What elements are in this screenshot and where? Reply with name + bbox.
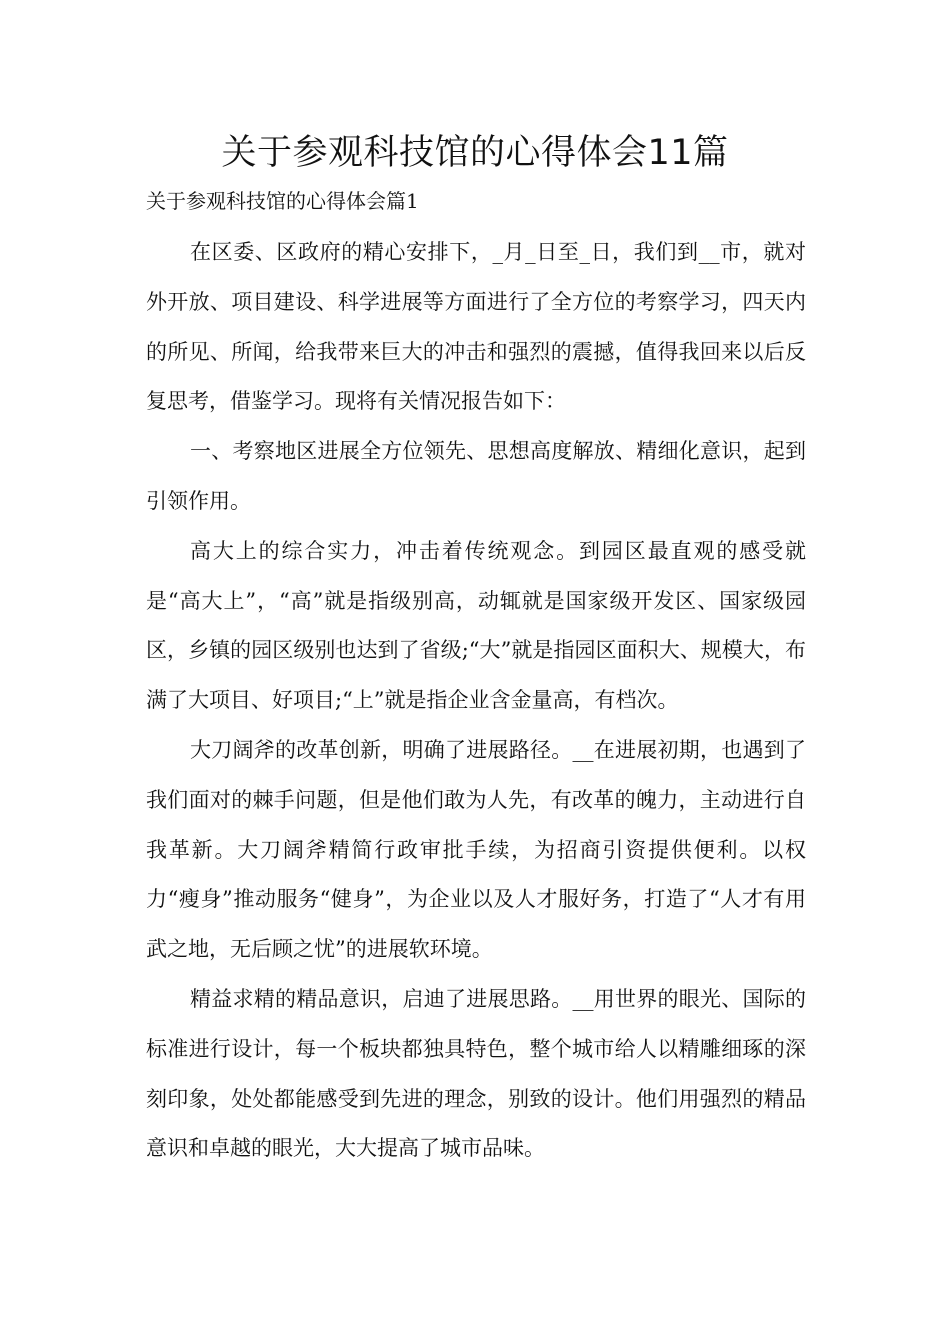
paragraph: 高大上的综合实力，冲击着传统观念。到园区最直观的感受就是“高大上”，“高”就是指级别高，动辄就是国家级开发区、国家级园区，乡镇的园区级别也达到了省级;“大”就是指园区面积大、规模大，布满了大项目、好项目;“上”就是指企业含金量高，有档次。 [146, 538, 806, 713]
section-heading: 关于参观科技馆的心得体会篇1 [146, 189, 419, 213]
document-body [146, 228, 806, 1174]
paragraph: 大刀阔斧的改革创新，明确了进展路径。__在进展初期，也遇到了我们面对的棘手问题，但是他们敢为人先，有改革的魄力，主动进行自我革新。大刀阔斧精简行政审批手续，为招商引资提供便利。以权力“瘦身”推动服务“健身”，为企业以及人才服好务，打造了“人才有用武之地，无后顾之忧”的进展软环境。 [146, 737, 806, 962]
document-title: 关于参观科技馆的心得体会11篇 [221, 133, 729, 173]
paragraph: 一、考察地区进展全方位领先、思想高度解放、精细化意识，起到引领作用。 [146, 439, 806, 513]
paragraph: 在区委、区政府的精心安排下，_月_日至_日，我们到__市，就对外开放、项目建设、科学进展等方面进行了全方位的考察学习，四天内的所见、所闻，给我带来巨大的冲击和强烈的震撼，值得我回来以后反复思考，借鉴学习。现将有关情况报告如下： [146, 240, 806, 414]
paragraph: 精益求精的精品意识，启迪了进展思路。__用世界的眼光、国际的标准进行设计，每一个板块都独具特色，整个城市给人以精雕细琢的深刻印象，处处都能感受到先进的理念，别致的设计。他们用强烈的精品意识和卓越的眼光，大大提高了城市品味。 [146, 986, 806, 1161]
